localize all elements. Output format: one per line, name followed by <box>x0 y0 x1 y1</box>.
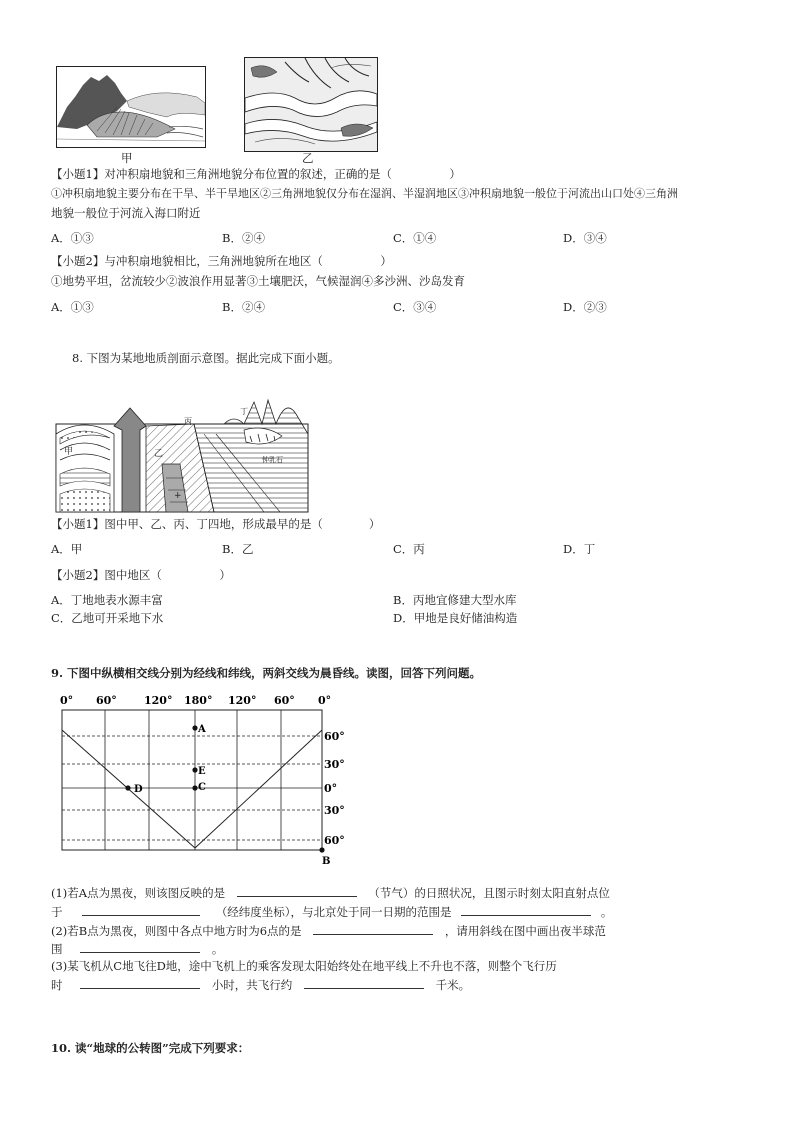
q9-part3-line1: (3)某飞机从C地飞往D地，途中飞机上的乘客发现太阳始终处在地平线上不升也不落，则整个飞行历 <box>51 959 557 973</box>
delta-figure <box>244 57 378 152</box>
q8-sub1-option-b[interactable]: B．乙 <box>222 542 254 556</box>
q10-intro: 10. 读“地球的公转图”完成下列要求： <box>51 1041 250 1055</box>
geologic-section-figure <box>54 394 310 514</box>
point-d: D <box>134 784 143 795</box>
q7-sub1-body-line2: 地貌一般位于河流入海口附近 <box>51 206 201 220</box>
lat-label-30n: 30° <box>324 758 345 771</box>
point-c: C <box>198 782 206 793</box>
q7-sub2-option-d[interactable]: D．②③ <box>563 300 607 314</box>
lon-label-120-right: 120° <box>228 694 257 707</box>
q7-sub2-stem: 【小题2】与冲积扇地貌相比，三角洲地貌所在地区（ ） <box>51 254 392 268</box>
geo-label-ding: 丁 <box>240 407 248 416</box>
q8-sub1-option-d[interactable]: D．丁 <box>563 542 596 556</box>
geo-label-yi: 乙 <box>154 449 164 459</box>
q8-sub2-option-d[interactable]: D．甲地是良好储油构造 <box>393 611 518 625</box>
q7-sub2-option-c[interactable]: C．③④ <box>393 300 437 314</box>
geo-label-stalactite: 钟乳石 <box>262 456 283 464</box>
q7-sub2-option-b[interactable]: B．②④ <box>222 300 265 314</box>
q9-blank-subsolar-point[interactable] <box>82 903 200 916</box>
lon-label-60-left: 60° <box>96 694 117 707</box>
q8-sub2-option-a[interactable]: A．丁地地表水源丰富 <box>51 593 163 607</box>
q8-sub2-stem: 【小题2】图中地区（ ） <box>51 568 231 582</box>
q8-sub1-option-c[interactable]: C．丙 <box>393 542 425 556</box>
svg-text:+: + <box>174 491 182 501</box>
point-a: A <box>198 724 206 735</box>
q8-sub1-stem: 【小题1】图中甲、乙、丙、丁四地，形成最早的是（ ） <box>51 517 381 531</box>
q8-sub1-option-a[interactable]: A．甲 <box>51 542 83 556</box>
q7-sub1-stem: 【小题1】对冲积扇地貌和三角洲地貌分布位置的叙述，正确的是（ ） <box>51 167 461 181</box>
point-e: E <box>198 766 206 777</box>
q8-intro: 8. 下图为某地地质剖面示意图。据此完成下面小题。 <box>72 351 340 365</box>
q9-blank-flight-hours[interactable] <box>80 976 200 989</box>
q9-blank-solar-term[interactable] <box>237 884 357 897</box>
q8-sub2-option-b[interactable]: B．丙地宜修建大型水库 <box>393 593 517 607</box>
lat-label-60n: 60° <box>324 730 345 743</box>
q8-sub2-option-c[interactable]: C．乙地可开采地下水 <box>51 611 164 625</box>
lon-label-0-right: 0° <box>318 694 332 707</box>
q9-part2-line2: 围 。 <box>51 942 224 956</box>
q9-part1-line1: (1)若A点为黑夜，则该图反映的是 （节气）的日照状况，且图示时刻太阳直射点位 <box>51 886 610 900</box>
figure-label-jia: 甲 <box>121 151 133 165</box>
geo-label-jia: 甲 <box>64 447 74 457</box>
geo-label-bing: 丙 <box>184 417 192 426</box>
q9-blank-6am-point[interactable] <box>313 922 433 935</box>
q7-sub1-option-a[interactable]: A．①③ <box>51 231 94 245</box>
latitude-longitude-grid <box>56 690 356 868</box>
lat-label-0: 0° <box>324 782 338 795</box>
lon-label-60-right: 60° <box>274 694 295 707</box>
q7-sub2-option-a[interactable]: A．①③ <box>51 300 94 314</box>
point-b: B <box>322 856 331 867</box>
q7-sub1-option-c[interactable]: C．①④ <box>393 231 437 245</box>
q7-sub2-body: ①地势平坦，岔流较少②波浪作用显著③土壤肥沃，气候湿润④多沙洲、沙岛发育 <box>51 274 465 288</box>
lon-label-0-left: 0° <box>60 694 74 707</box>
q9-part3-line2: 时 小时，共飞行约 千米。 <box>51 978 471 992</box>
q9-blank-same-date-range[interactable] <box>461 903 591 916</box>
q9-blank-night-range[interactable] <box>80 940 200 953</box>
lon-label-120-left: 120° <box>144 694 173 707</box>
q7-sub1-option-d[interactable]: D．③④ <box>563 231 607 245</box>
q9-blank-flight-distance[interactable] <box>304 976 424 989</box>
q9-intro: 9. 下图中纵横相交线分别为经线和纬线，两斜交线为晨昏线。读图，回答下列问题。 <box>51 666 482 680</box>
q7-sub1-option-b[interactable]: B．②④ <box>222 231 265 245</box>
q9-part2-line1: (2)若B点为黑夜，则图中各点中地方时为6点的是 ，请用斜线在图中画出夜半球范 <box>51 924 606 938</box>
lat-label-30s: 30° <box>324 804 345 817</box>
q9-part1-line2: 于 （经纬度坐标），与北京处于同一日期的范围是 。 <box>51 905 613 919</box>
figure-label-yi: 乙 <box>302 151 314 165</box>
lon-label-180: 180° <box>184 694 213 707</box>
q7-sub1-body-line1: ①冲积扇地貌主要分布在干旱、半干旱地区②三角洲地貌仅分布在湿润、半湿润地区③冲积扇地貌一般位于河流出山口处④三角洲 <box>51 187 678 200</box>
lat-label-60s: 60° <box>324 834 345 847</box>
alluvial-fan-figure <box>56 66 206 148</box>
